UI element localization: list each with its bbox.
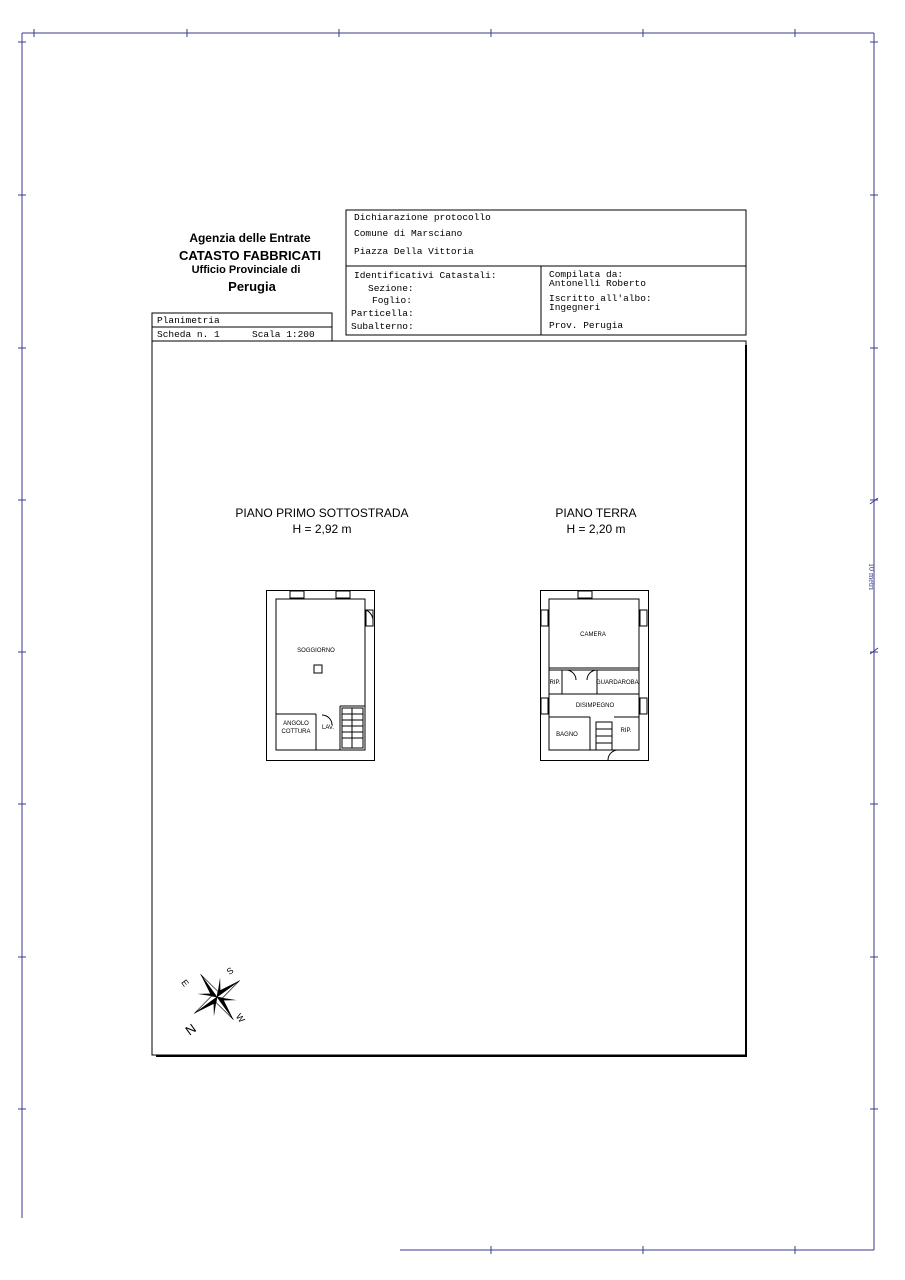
albo-value: Ingegneri <box>549 302 601 313</box>
address: Piazza Della Vittoria <box>354 246 474 257</box>
compass-w: W <box>233 1011 247 1025</box>
protocol-label: Dichiarazione protocollo <box>354 212 491 223</box>
room-label-soggiorno: SOGGIORNO <box>297 648 335 654</box>
foglio-label: Foglio: <box>372 295 412 306</box>
subalterno-label: Subalterno: <box>351 321 414 332</box>
compiler-province: Prov. Perugia <box>549 320 624 331</box>
room-label-lav: LAV. <box>321 725 334 731</box>
identifiers-heading: Identificativi Catastali: <box>354 270 497 281</box>
sezione-label: Sezione: <box>368 283 414 294</box>
compass-e: E <box>179 977 191 989</box>
room-label-rip-1: RIP. <box>549 680 561 686</box>
floor-plan-basement <box>266 590 376 762</box>
agency-name: Agenzia delle Entrate <box>189 231 311 245</box>
room-label-camera: CAMERA <box>580 632 606 638</box>
particella-label: Particella: <box>351 308 414 319</box>
compass-s: S <box>224 965 236 977</box>
scale-bar-label: 10 metri <box>866 563 876 590</box>
floor-height-basement: H = 2,92 m <box>292 522 352 536</box>
room-label-rip-2: RIP. <box>620 728 632 734</box>
room-label-cottura: COTTURA <box>281 729 311 735</box>
scheda-number: Scheda n. 1 <box>157 329 220 340</box>
floor-title-ground: PIANO TERRA <box>555 506 637 520</box>
comune: Comune di Marsciano <box>354 228 463 239</box>
room-label-bagno: BAGNO <box>556 732 578 738</box>
compiler-label: Compilata da: <box>549 269 624 280</box>
compass-n: N <box>182 1020 199 1039</box>
office-label: Ufficio Provinciale di <box>191 264 301 276</box>
room-label-angolo: ANGOLO <box>283 721 309 727</box>
floor-height-ground: H = 2,20 m <box>566 522 626 536</box>
compiler-name: Antonelli Roberto <box>549 278 646 289</box>
room-label-disimpegno: DISIMPEGNO <box>575 703 615 709</box>
sheet-type: Planimetria <box>157 315 220 326</box>
registry-name: CATASTO FABBRICATI <box>178 248 322 263</box>
office-city: Perugia <box>228 279 276 294</box>
room-label-guardaroba: GUARDAROBA <box>596 680 639 686</box>
albo-label: Iscritto all'albo: <box>549 293 652 304</box>
scale-label: Scala 1:200 <box>252 329 315 340</box>
floor-title-basement: PIANO PRIMO SOTTOSTRADA <box>235 506 409 520</box>
